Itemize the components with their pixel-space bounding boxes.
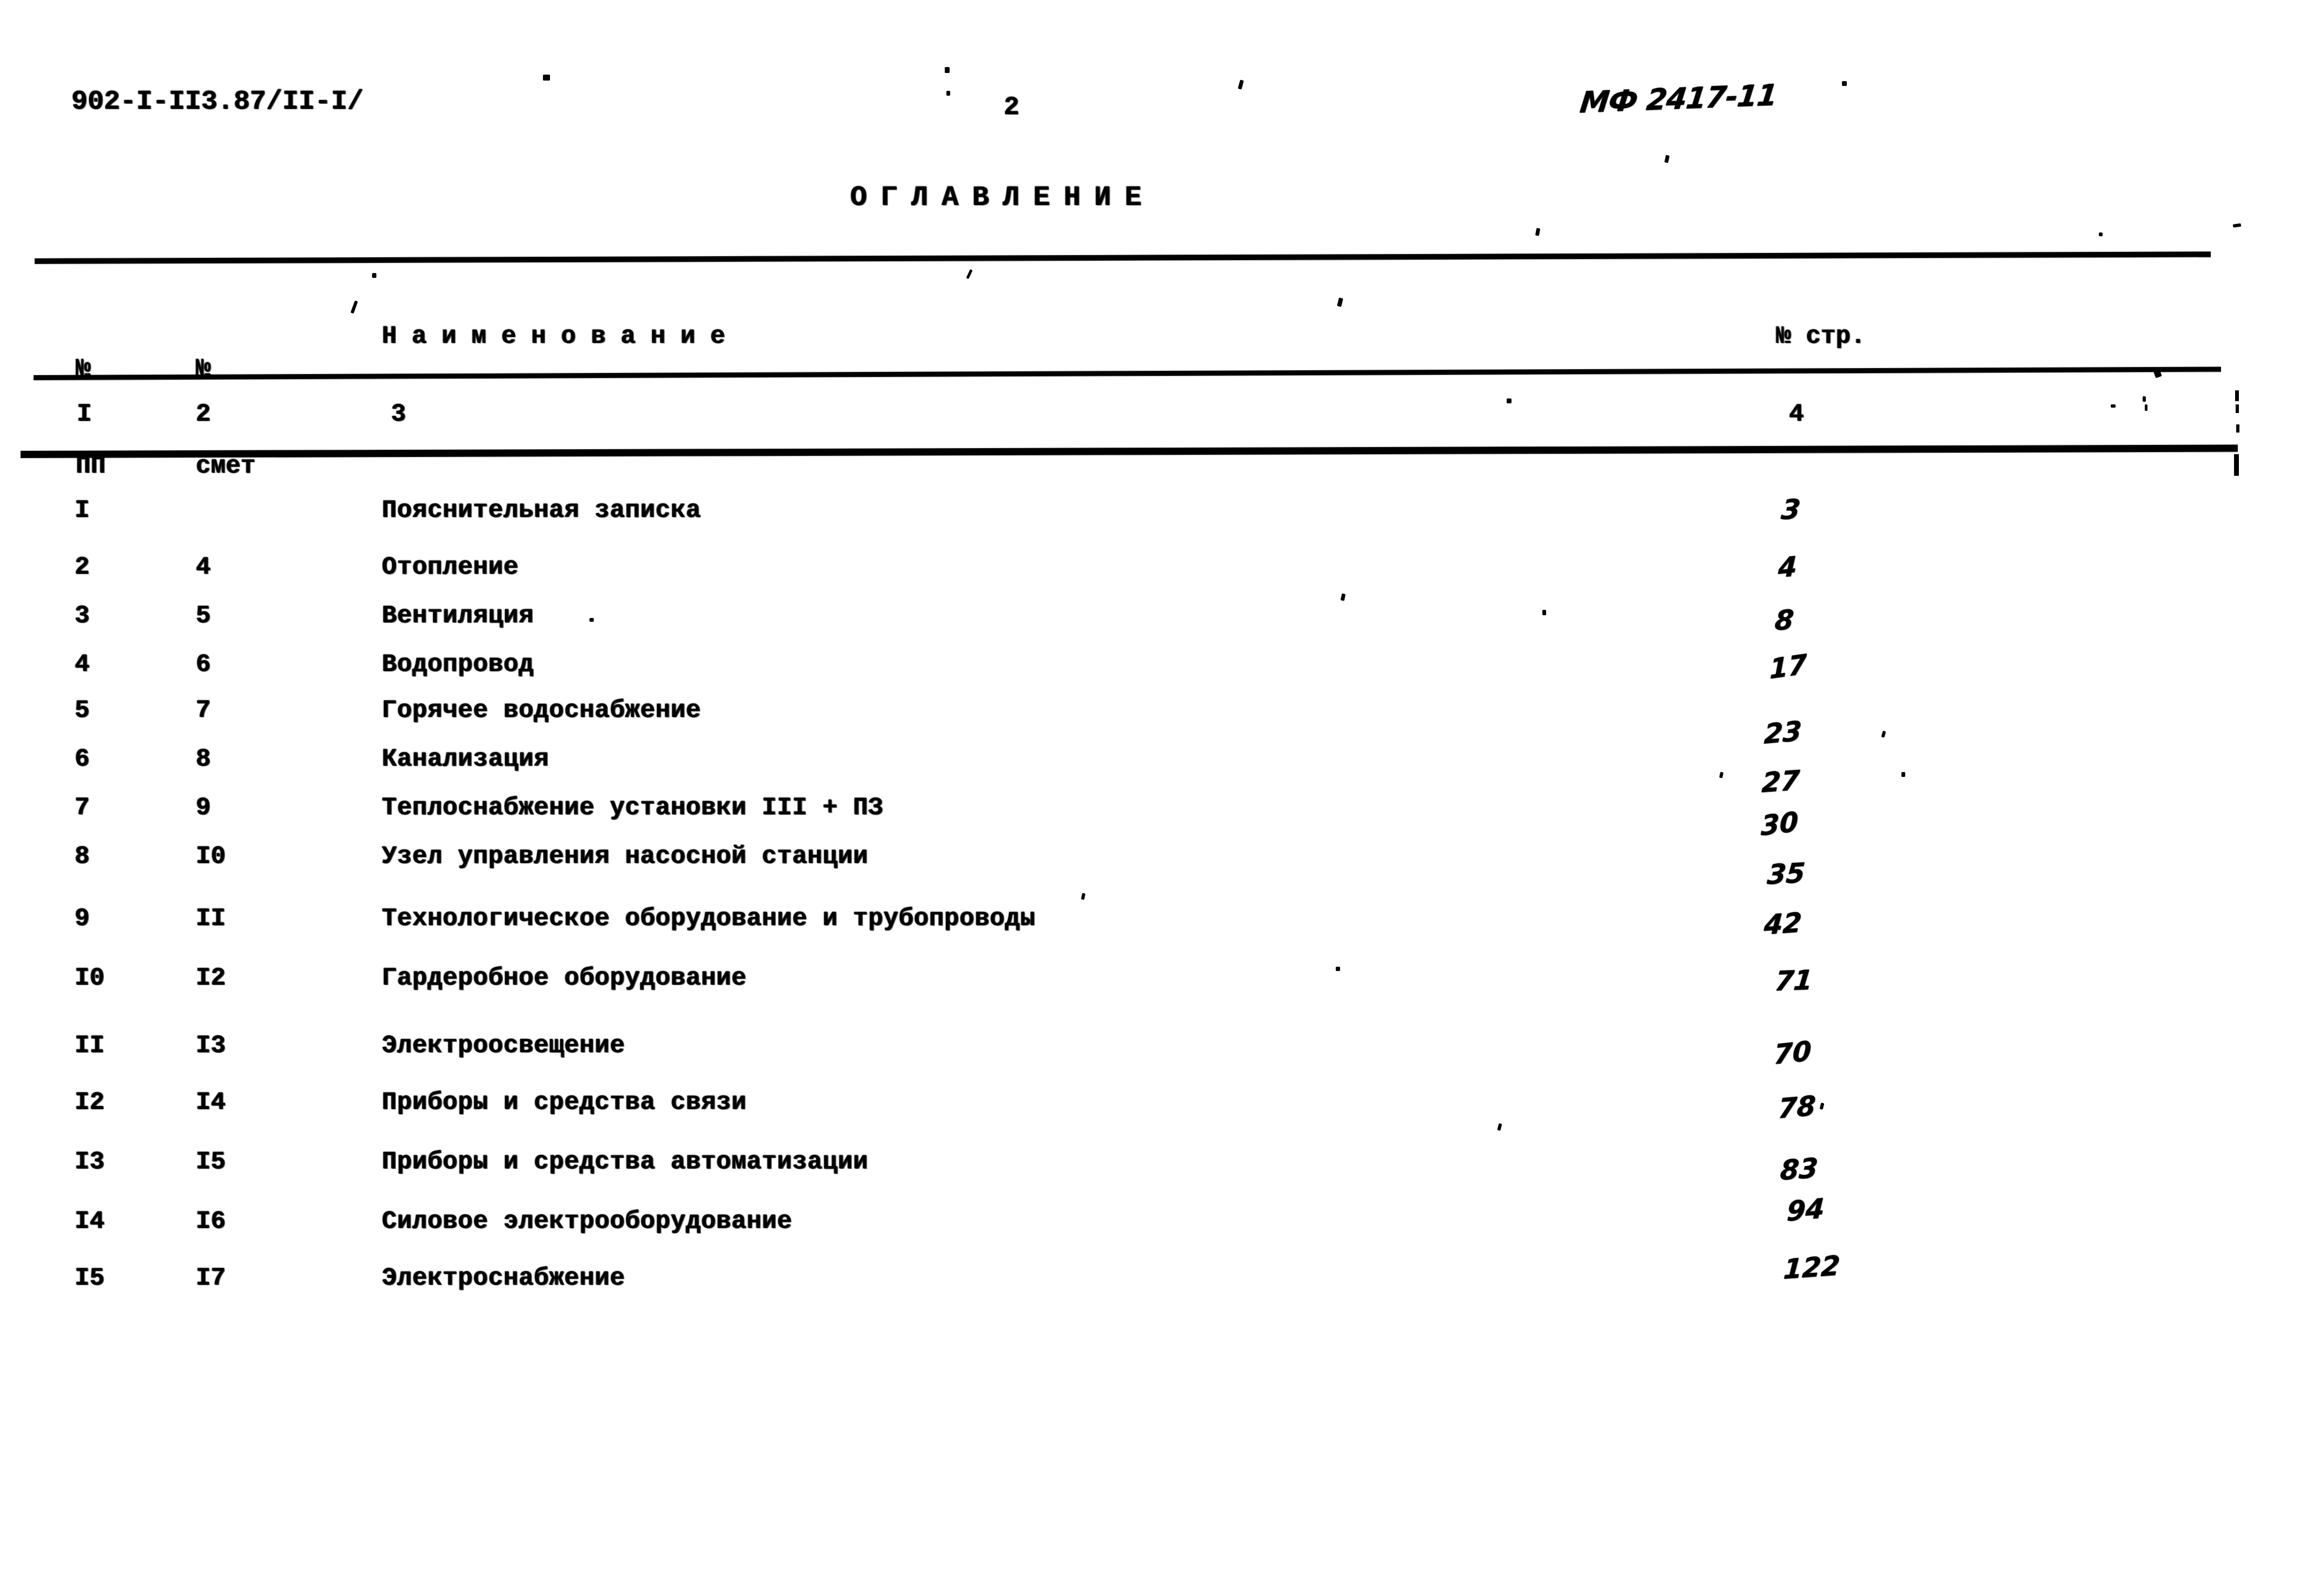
- scan-speck: [945, 67, 950, 73]
- row-name: Теплоснабжение установки III + ПЗ: [382, 794, 884, 822]
- col-header-name: Н а и м е н о в а н и е: [382, 322, 725, 350]
- row-page-number: 8: [1773, 604, 1795, 637]
- row-smeta-number: 5: [196, 602, 211, 630]
- scan-speck: [2233, 223, 2242, 228]
- row-name: Горячее водоснабжение: [382, 696, 701, 724]
- row-page-number: 3: [1779, 493, 1802, 526]
- scan-speck: [543, 75, 550, 81]
- row-name: Технологическое оборудование и трубопроводы: [382, 905, 1036, 933]
- scan-speck: [1337, 297, 1343, 307]
- scan-speck: [946, 91, 950, 96]
- row-smeta-number: 4: [196, 553, 211, 581]
- row-pp-number: I0: [75, 964, 105, 992]
- row-name: Узел управления насосной станции: [382, 842, 869, 870]
- row-page-number: 27: [1760, 764, 1801, 799]
- scan-speck: [1719, 772, 1724, 778]
- row-page-number: 71: [1773, 964, 1814, 998]
- row-name: Пояснительная записка: [382, 496, 701, 524]
- scan-speck: [589, 618, 594, 622]
- rule-header-bottom: [34, 367, 2221, 380]
- scan-speck: [2099, 232, 2103, 236]
- row-pp-number: 4: [75, 650, 90, 679]
- scan-speck: [1842, 81, 1847, 86]
- row-pp-number: I: [75, 496, 90, 524]
- scan-dash: [2235, 390, 2239, 401]
- scan-speck: [1665, 155, 1670, 163]
- scan-speck: [1820, 1102, 1825, 1109]
- scan-speck: [2145, 404, 2147, 411]
- row-pp-number: I3: [75, 1148, 105, 1176]
- page-title: О Г Л А В Л Е Н И Е: [850, 182, 1140, 214]
- row-name: Приборы и средства автоматизации: [382, 1148, 869, 1176]
- scan-speck: [1901, 772, 1905, 777]
- row-name: Канализация: [382, 745, 549, 773]
- row-name: Вентиляция: [382, 602, 534, 630]
- row-smeta-number: 6: [196, 650, 211, 679]
- scan-speck: [2143, 396, 2146, 402]
- scan-speck: [1535, 228, 1540, 236]
- row-name: Электроосвещение: [382, 1032, 625, 1060]
- row-pp-number: I2: [75, 1088, 105, 1116]
- row-page-number: 83: [1779, 1152, 1819, 1187]
- row-smeta-number: I6: [196, 1207, 226, 1235]
- document-number: 902-I-II3.87/II-I/: [71, 87, 364, 117]
- row-pp-number: 8: [75, 842, 90, 870]
- microfilm-stamp: МФ 2417-11: [1578, 77, 1779, 120]
- col-header-pp-line2: ПП: [76, 452, 106, 480]
- scan-speck: [2111, 404, 2116, 408]
- row-page-number: 70: [1773, 1035, 1812, 1071]
- col-header-pp-line1: №: [76, 355, 91, 383]
- row-page-number: 78: [1777, 1089, 1817, 1125]
- row-pp-number: 7: [75, 794, 90, 822]
- scan-speck: [350, 301, 358, 314]
- row-name: Отопление: [382, 553, 519, 581]
- row-page-number: 17: [1769, 648, 1807, 686]
- scan-speck: [1336, 967, 1340, 971]
- row-pp-number: 3: [75, 602, 90, 630]
- row-name: Электроснабжение: [382, 1264, 625, 1292]
- col-header-page: № стр.: [1776, 322, 1866, 350]
- scan-speck: [1507, 398, 1512, 403]
- row-smeta-number: I2: [196, 964, 226, 992]
- row-pp-number: II: [75, 1032, 105, 1060]
- rule-top: [35, 251, 2211, 264]
- row-smeta-number: I7: [196, 1264, 226, 1292]
- col-header-smeta-line1: №: [196, 355, 211, 383]
- scan-speck: [1497, 1123, 1502, 1130]
- row-pp-number: 2: [75, 553, 90, 581]
- scan-speck: [1081, 893, 1085, 900]
- colnum-3: 3: [391, 400, 406, 428]
- row-page-number: 23: [1763, 715, 1802, 750]
- scan-speck: [1238, 79, 1244, 89]
- row-name: Водопровод: [382, 650, 534, 679]
- colnum-2: 2: [196, 400, 211, 428]
- colnum-4: 4: [1789, 400, 1804, 428]
- row-smeta-number: 9: [196, 794, 211, 822]
- scan-dash: [2234, 454, 2239, 476]
- scan-dash: [2236, 424, 2239, 433]
- row-smeta-number: I0: [196, 842, 226, 870]
- row-smeta-number: 8: [196, 745, 211, 773]
- sheet-number: 2: [1004, 93, 1019, 122]
- scan-speck: [1542, 610, 1546, 615]
- scan-speck: [966, 269, 972, 279]
- rule-colnum-bottom: [21, 445, 2238, 458]
- row-page-number: 122: [1782, 1249, 1841, 1286]
- row-smeta-number: 7: [196, 696, 211, 724]
- row-page-number: 94: [1786, 1192, 1825, 1228]
- row-smeta-number: I5: [196, 1148, 226, 1176]
- colnum-1: I: [77, 400, 92, 428]
- row-pp-number: I5: [75, 1264, 105, 1292]
- row-smeta-number: I4: [196, 1088, 226, 1116]
- row-page-number: 4: [1777, 550, 1798, 584]
- row-smeta-number: II: [196, 905, 226, 933]
- scan-dash: [2236, 404, 2239, 413]
- row-name: Силовое электрооборудование: [382, 1207, 792, 1235]
- row-page-number: 30: [1760, 806, 1799, 842]
- col-header-smeta-line2: смет: [196, 452, 256, 480]
- row-pp-number: 9: [75, 905, 90, 933]
- row-pp-number: 6: [75, 745, 90, 773]
- row-pp-number: I4: [75, 1207, 105, 1235]
- row-smeta-number: I3: [196, 1032, 226, 1060]
- row-page-number: 35: [1766, 857, 1807, 891]
- row-name: Гардеробное оборудование: [382, 964, 747, 992]
- row-name: Приборы и средства связи: [382, 1088, 747, 1116]
- scan-speck: [1341, 593, 1346, 601]
- scan-speck: [1881, 730, 1886, 737]
- scan-speck: [372, 273, 376, 278]
- row-page-number: 42: [1762, 906, 1803, 941]
- row-pp-number: 5: [75, 696, 90, 724]
